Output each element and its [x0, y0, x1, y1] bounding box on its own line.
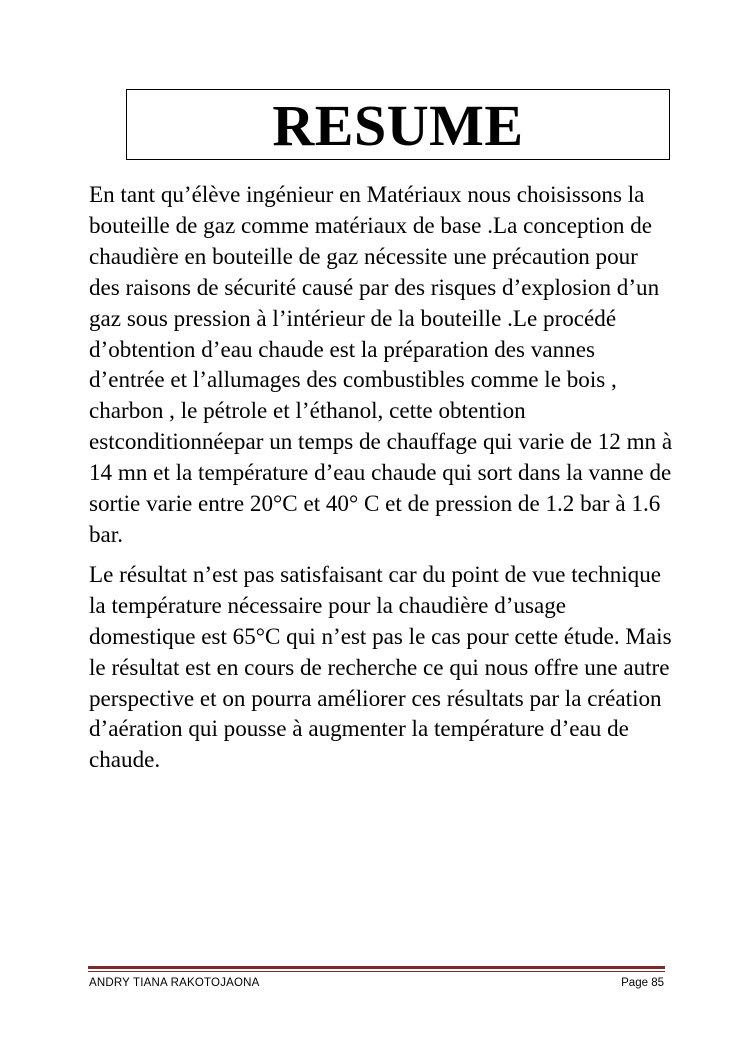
footer-rule-thin [88, 971, 665, 972]
footer-rule [88, 966, 665, 969]
page-number: Page 85 [621, 977, 664, 989]
paragraph: En tant qu’élève ingénieur en Matériaux nous choisissons la bouteille de gaz comme matériaux de base .La conception de chaudière en bouteille de gaz nécessite une précaution pour des raisons de sécurité causé par des risques d’explosion d’un gaz sous pression à l’intérieur de la bouteille .Le procédé d’obtention d’eau chaude est la préparation des vannes d’entrée et l’allumages des combustibles comme le bois , charbon , le pétrole et l’éthanol, cette obtention estconditionnéepar un temps de chauffage qui varie de 12 mn à 14 mn et la température d’eau chaude qui sort dans la vanne de sortie varie entre 20°C et 40° C et de pression de 1.2 bar à 1.6 bar. [89, 181, 673, 547]
page-title: RESUME [272, 92, 524, 158]
footer-author: ANDRY TIANA RAKOTOJAONA [89, 977, 260, 989]
title-box [126, 89, 670, 160]
paragraph: Le résultat n’est pas satisfaisant car du point de vue technique la température nécessaire pour la chaudière d’usage domestique est 65°C qui n’est pas le cas pour cette étude. Mais le résultat est en cours de recherche ce qui nous offre une autre perspective et on pourra améliorer ces résultats par la création d’aération qui pousse à augmenter la température d’eau de chaude. [89, 560, 672, 773]
body-text [89, 179, 673, 775]
